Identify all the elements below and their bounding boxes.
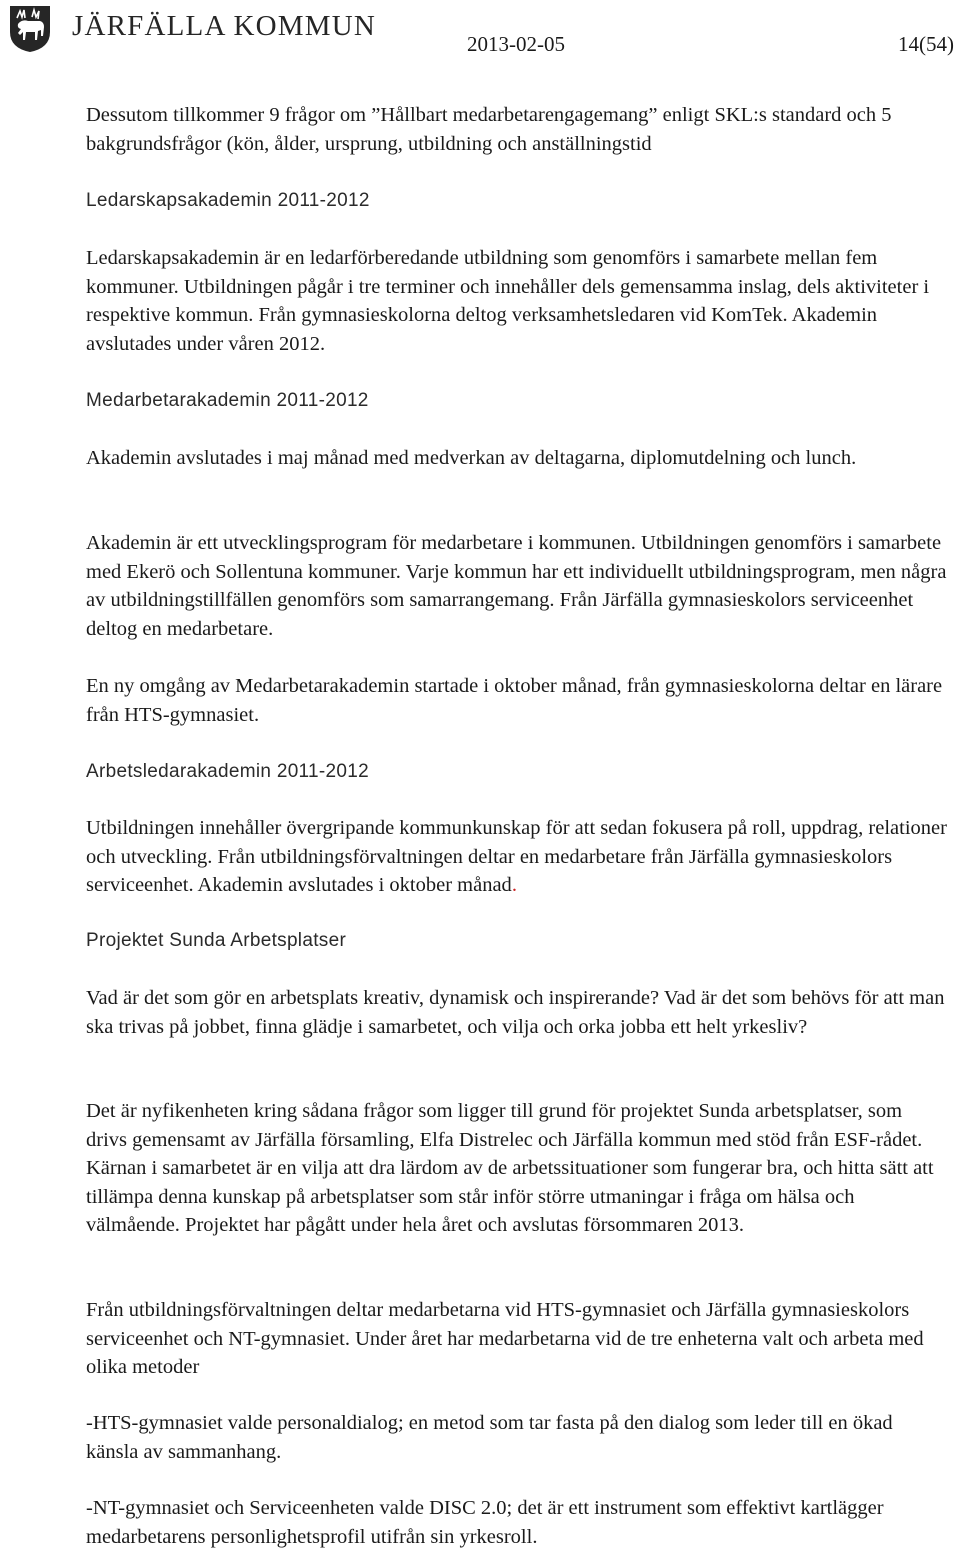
paragraph: Ledarskapsakademin är en ledarförberedande utbildning som genomförs i samarbete mellan fem kommuner. Utbildningen pågår i tre terminer och innehåller dels gemensamma inslag, dels aktiviteter i respektive kommun. Från gymnasieskolorna deltog verksamhetsledaren vid KomTek. Akademin avslutades under våren 2012. — [86, 247, 930, 355]
section-sunda-arbetsplatser — [86, 928, 948, 954]
section-sunda-text-1 — [86, 984, 948, 1041]
paragraph: Akademin avslutades i maj månad med medverkan av deltagarna, diplomutdelning och lunch. — [86, 447, 857, 469]
section-medarbetarakademin-text-2 — [86, 529, 948, 643]
section-sunda-text-5 — [86, 1494, 948, 1551]
section-medarbetarakademin-text-3 — [86, 672, 948, 729]
paragraph-text: Utbildningen innehåller övergripande kommunkunskap för att sedan fokusera på roll, uppdrag, relationer och utveckling. Från utbildningsförvaltningen deltar en medarbetare från Järfälla gymnasieskolors serviceenhet. Akademin avslutades i oktober månad — [86, 817, 947, 896]
intro-block — [86, 101, 948, 158]
document-date: 2013-02-05 — [467, 32, 565, 56]
paragraph: Vad är det som gör en arbetsplats kreativ, dynamisk och inspirerande? Vad är det som behövs för att man ska trivas på jobbet, finna glädje i samarbetet, och vilja och orka jobba ett helt yrkesliv? — [86, 987, 945, 1038]
section-arbetsledarakademin-text — [86, 814, 948, 900]
section-heading: Ledarskapsakademin 2011-2012 — [86, 190, 370, 211]
section-heading: Medarbetarakademin 2011-2012 — [86, 390, 369, 411]
organization-name: JÄRFÄLLA KOMMUN — [72, 10, 377, 42]
section-arbetsledarakademin — [86, 759, 948, 785]
paragraph: -NT-gymnasiet och Serviceenheten valde DISC 2.0; det är ett instrument som effektivt kartlägger medarbetarens personlighetsprofil utifrån sin yrkesroll. — [86, 1497, 884, 1548]
section-sunda-text-3 — [86, 1296, 948, 1382]
paragraph: Från utbildningsförvaltningen deltar medarbetarna vid HTS-gymnasiet och Järfälla gymnasieskolors serviceenhet och NT-gymnasiet. Under året har medarbetarna vid de tre enheterna valt och arbeta med olika metoder — [86, 1299, 924, 1378]
paragraph: En ny omgång av Medarbetarakademin startade i oktober månad, från gymnasieskolorna deltar en lärare från HTS-gymnasiet. — [86, 675, 943, 726]
paragraph: -HTS-gymnasiet valde personaldialog; en metod som tar fasta på den dialog som leder till en ökad känsla av sammanhang. — [86, 1412, 893, 1463]
section-ledarskapsakademin — [86, 188, 948, 214]
section-sunda-text-4 — [86, 1409, 948, 1466]
paragraph: Det är nyfikenheten kring sådana frågor som ligger till grund för projektet Sunda arbetsplatser, som drivs gemensamt av Järfälla församling, Elfa Distrelec och Järfälla kommun med stöd från ESF-rådet. Kärnan i samarbetet är en vilja att dra lärdom av de arbetssituationer som fungerar bra, och hitta sätt att tillämpa denna kunskap på arbetsplatser som står inför större utmaningar i fråga om hälsa och välmående. Projektet har pågått under hela året och avslutas försommaren 2013. — [86, 1100, 934, 1236]
section-medarbetarakademin — [86, 388, 948, 414]
section-ledarskapsakademin-text — [86, 244, 948, 358]
section-heading: Arbetsledarakademin 2011-2012 — [86, 761, 369, 782]
section-sunda-text-2 — [86, 1097, 948, 1240]
reindeer-crest-icon — [4, 2, 56, 54]
intro-paragraph: Dessutom tillkommer 9 frågor om ”Hållbart medarbetarengagemang” enligt SKL:s standard och 5 bakgrundsfrågor (kön, ålder, ursprung, utbildning och anställningstid — [86, 104, 892, 155]
trailing-mark: . — [511, 874, 517, 896]
paragraph: Akademin är ett utvecklingsprogram för medarbetare i kommunen. Utbildningen genomförs i samarbete med Ekerö och Sollentuna kommuner. Varje kommun har ett individuellt utbildningsprogram, men några av utbildningstillfällen genomförs som samarrangemang. Från Järfälla gymnasieskolors serviceenhet deltog en medarbetare. — [86, 532, 947, 640]
section-medarbetarakademin-text-1 — [86, 444, 948, 473]
section-heading: Projektet Sunda Arbetsplatser — [86, 930, 347, 951]
page-header — [0, 0, 960, 64]
page-number: 14(54) — [898, 32, 954, 56]
paragraph — [86, 814, 948, 900]
